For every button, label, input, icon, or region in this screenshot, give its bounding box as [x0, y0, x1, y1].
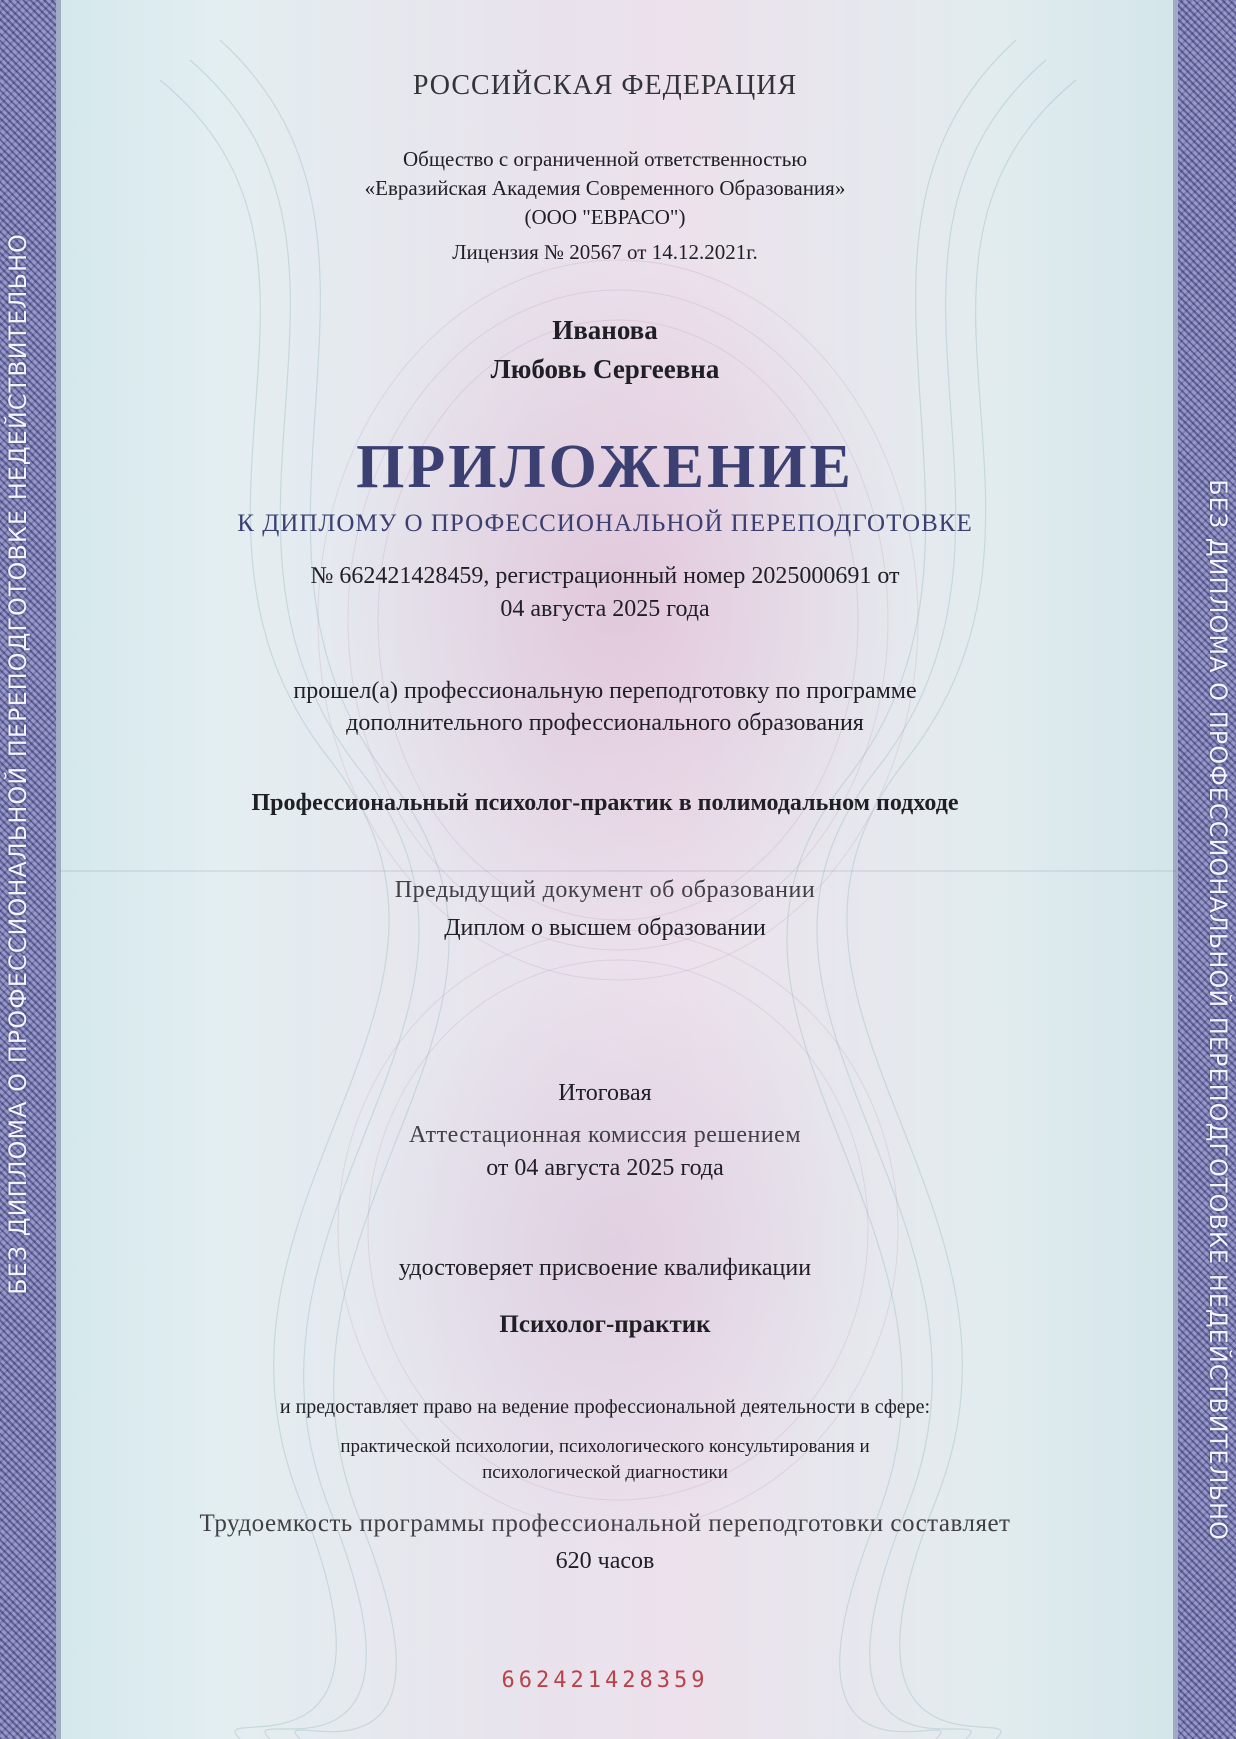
document-heading: ПРИЛОЖЕНИЕ [356, 433, 854, 501]
fold-line [60, 870, 1176, 872]
right-border-edge [1173, 0, 1178, 1739]
program-statement-line1: прошел(а) профессиональную переподготовку по программе [293, 678, 917, 704]
program-statement-line2: дополнительного профессионального образования [346, 710, 864, 736]
right-border-text: БЕЗ ДИПЛОМА О ПРОФЕССИОНАЛЬНОЙ ПЕРЕПОДГОТОВКЕ НЕДЕЙСТВИТЕЛЬНО [1204, 479, 1232, 1541]
serial-number: 662421428359 [501, 1668, 709, 1693]
labor-hours: 620 часов [555, 1548, 655, 1574]
rights-sphere-line2: психологической диагностики [482, 1462, 728, 1483]
qualification-statement: удостоверяет присвоение квалификации [398, 1255, 812, 1281]
labor-intensity-statement: Трудоемкость программы профессиональной переподготовки составляет [199, 1510, 1011, 1537]
org-legal-form: Общество с ограниченной ответственностью [402, 147, 808, 171]
left-border-edge [56, 0, 61, 1739]
program-name: Профессиональный психолог-практик в полимодальном подходе [251, 790, 959, 816]
org-short-name: (ООО "ЕВРАСО") [524, 205, 686, 229]
attestation-date: от 04 августа 2025 года [486, 1155, 724, 1181]
document-subheading: К ДИПЛОМУ О ПРОФЕССИОНАЛЬНОЙ ПЕРЕПОДГОТОВКЕ [237, 510, 973, 537]
holder-surname: Иванова [552, 315, 658, 345]
org-name: «Евразийская Академия Современного Образования» [364, 176, 846, 200]
holder-given-names: Любовь Сергеевна [490, 354, 720, 384]
rights-sphere-line1: практической психологии, психологического консультирования и [340, 1436, 870, 1457]
license-info: Лицензия № 20567 от 14.12.2021г. [452, 240, 758, 264]
left-border-text: БЕЗ ДИПЛОМА О ПРОФЕССИОНАЛЬНОЙ ПЕРЕПОДГОТОВКЕ НЕДЕЙСТВИТЕЛЬНО [4, 233, 32, 1295]
qualification-name: Психолог-практик [499, 1311, 711, 1338]
country-name: РОССИЙСКАЯ ФЕДЕРАЦИЯ [412, 70, 798, 101]
attestation-commission: Аттестационная комиссия решением [408, 1122, 802, 1148]
final-attestation-label: Итоговая [558, 1080, 652, 1106]
previous-education-value: Диплом о высшем образовании [444, 915, 766, 941]
document-date: 04 августа 2025 года [500, 596, 710, 622]
rights-statement: и предоставляет право на ведение профессиональной деятельности в сфере: [279, 1396, 931, 1418]
document-number: № 662421428459, регистрационный номер 2025000691 от [310, 563, 900, 589]
previous-education-label: Предыдущий документ об образовании [394, 877, 816, 903]
